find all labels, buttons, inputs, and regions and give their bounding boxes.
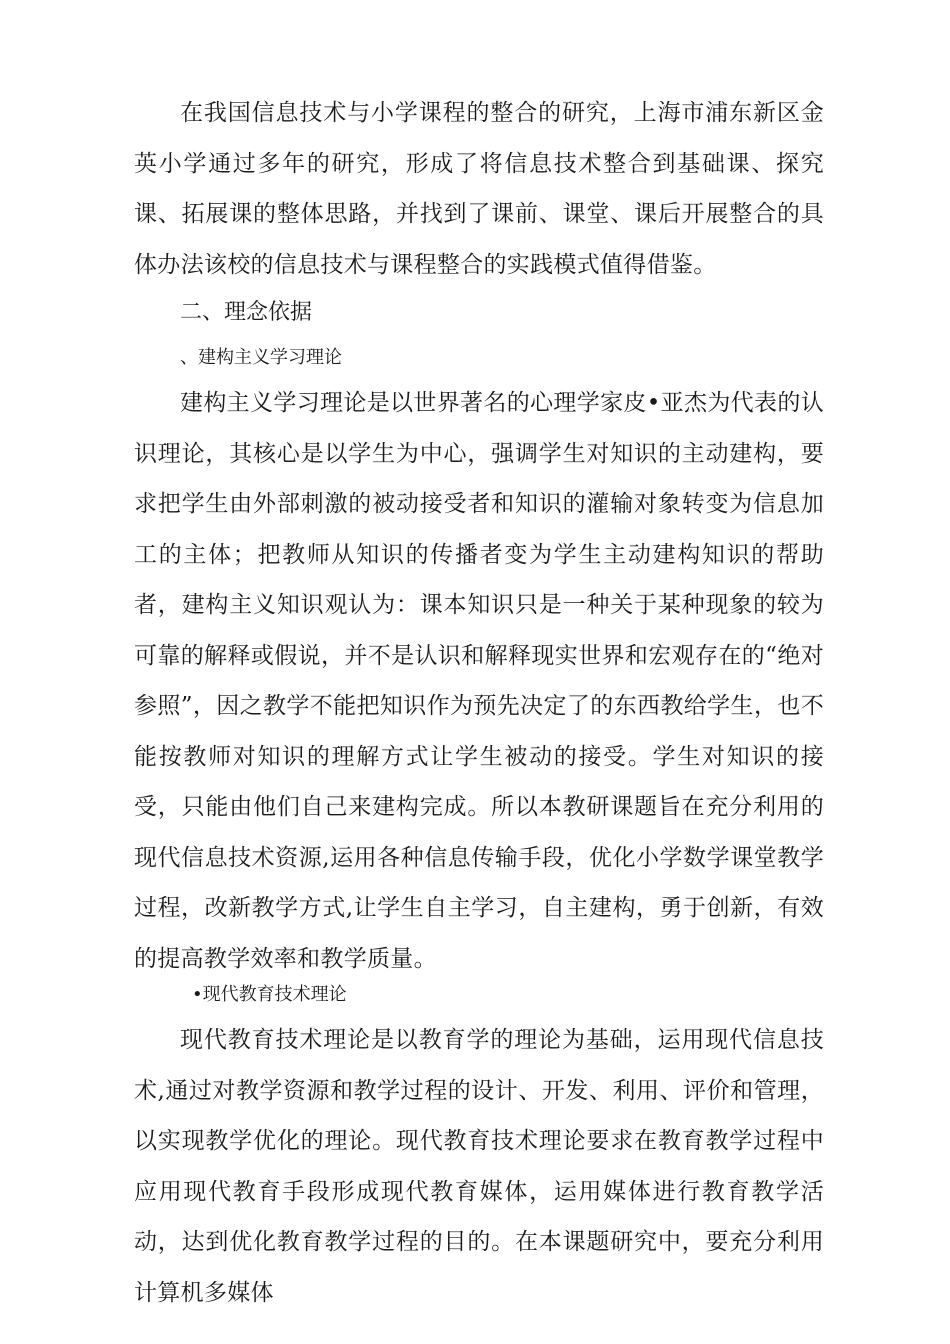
- paragraph-edtech: 现代教育技术理论是以教育学的理论为基础，运用现代信息技术,通过对教学资源和教学过程的设计、开发、利用、评价和管理，以实现教学优化的理论。现代教育技术理论要求在教育教学过程中应用现代教育手段形成现代教育媒体，运用媒体进行教育教学活动，达到优化教育教学过程的目的。在本课题研究中，要充分利用计算机多媒体: [134, 1027, 824, 1306]
- paragraph-intro: 在我国信息技术与小学课程的整合的研究，上海市浦东新区金英小学通过多年的研究，形成了将信息技术整合到基础课、探究课、拓展课的整体思路，并找到了课前、课堂、课后开展整合的具体办法该校的信息技术与课程整合的实践模式值得借鉴。: [134, 100, 824, 278]
- paragraph-constructivism: 建构主义学习理论是以世界著名的心理学家皮•亚杰为代表的认识理论，其核心是以学生为中心，强调学生对知识的主动建构，要求把学生由外部刺激的被动接受者和知识的灌输对象转变为信息加工的主体；把教师从知识的传播者变为学生主动建构知识的帮助者，建构主义知识观认为：课本知识只是一种关于某种现象的较为可靠的解释或假说，并不是认识和解释现实世界和宏观存在的“绝对参照”，因之教学不能把知识作为预先决定了的东西教给学生，也不能按教师对知识的理解方式让学生被动的接受。学生对知识的接受，只能由他们自己来建构完成。所以本教研课题旨在充分利用的现代信息技术资源,运用各种信息传输手段，优化小学数学课堂教学过程，改新教学方式,让学生自主学习，自主建构，勇于创新，有效的提高教学效率和教学质量。: [134, 390, 824, 972]
- subsection-heading-edtech: •现代教育技术理论: [192, 984, 347, 1005]
- subsection-heading-constructivism: 、建构主义学习理论: [180, 347, 342, 368]
- section-heading: 二、理念依据: [180, 300, 313, 325]
